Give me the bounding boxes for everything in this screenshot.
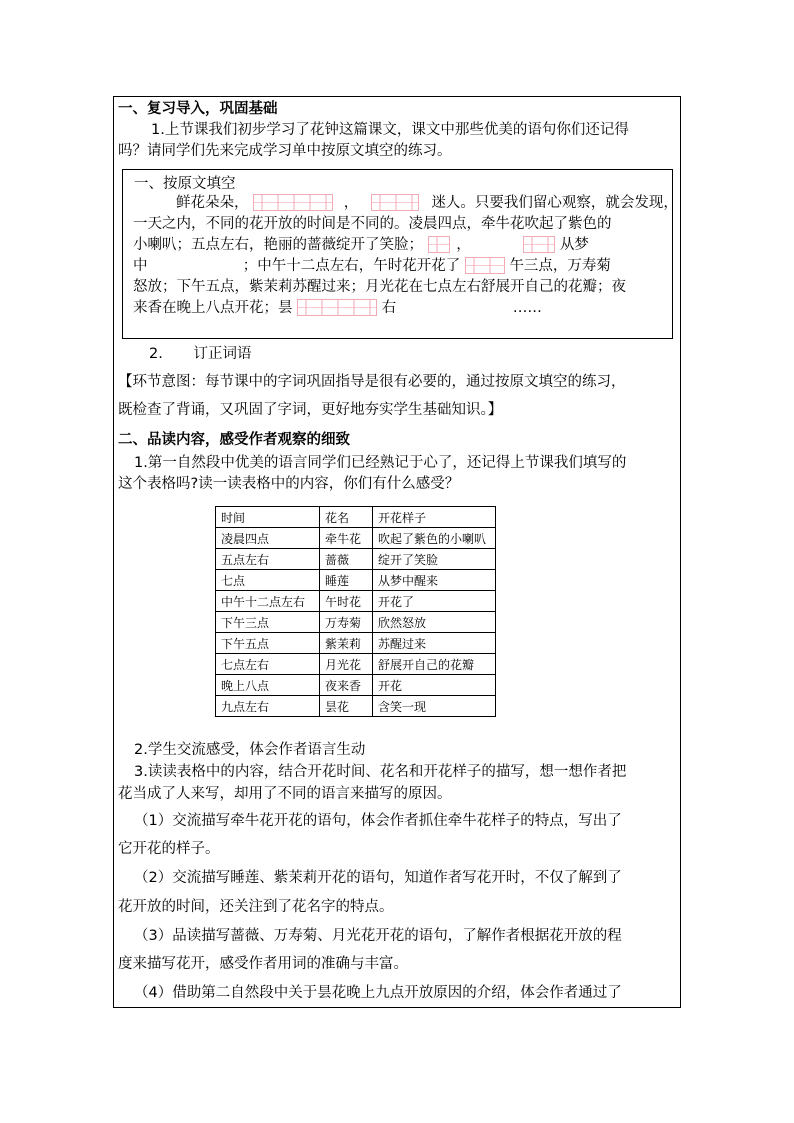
after-table-p3-line1: 3.读读表格中的内容，结合开花时间、花名和开花样子的描写，想一想作者把: [134, 764, 627, 780]
flower-clock-table: [215, 506, 496, 717]
exercise-line1: [176, 194, 678, 212]
table-cell: 开花了: [373, 591, 496, 612]
exercise-text: ，: [456, 237, 471, 253]
sub-item-2-line2: 花开放的时间，还关注到了花名字的特点。: [118, 899, 394, 915]
table-cell: 七点左右: [216, 654, 320, 675]
table-cell: 从梦中醒来: [373, 570, 496, 591]
table-header-row: [216, 507, 496, 528]
table-cell: 牵牛花: [320, 528, 373, 549]
exercise-line5: 怒放；下午五点，紫茉莉苏醒过来；月光花在七点左右舒展开自己的花瓣；夜: [133, 279, 626, 295]
intent-line1: 【环节意图：每节课中的字词巩固指导是很有必要的，通过按原文填空的练习，: [118, 374, 626, 390]
table-cell: 绽开了笑脸: [373, 549, 496, 570]
table-row: [216, 633, 496, 654]
sub-item-1-line2: 它开花的样子。: [118, 841, 220, 857]
table-cell: 紫茉莉: [320, 633, 373, 654]
table-cell: 凌晨四点: [216, 528, 320, 549]
fill-blank-grid[interactable]: [297, 299, 377, 316]
item2-label: 订正词语: [193, 346, 252, 362]
item2-number: 2.: [149, 346, 163, 362]
fill-blank-grid[interactable]: [465, 257, 505, 274]
exercise-text: 午三点，万寿菊: [509, 258, 611, 274]
table-cell: 苏醒过来: [373, 633, 496, 654]
after-table-p2: 2.学生交流感受，体会作者语言生动: [134, 742, 366, 758]
exercise-text: 中: [133, 258, 148, 274]
table-row: [216, 696, 496, 717]
exercise-text: 小喇叭；五点左右，艳丽的蔷薇绽开了笑脸；: [133, 237, 423, 253]
exercise-box: [122, 169, 678, 339]
exercise-text: 右: [381, 300, 397, 316]
exercise-line4: [133, 257, 611, 275]
exercise-title: 一、按原文填空: [134, 176, 236, 192]
intent-line2: 既检查了背诵，又巩固了字词，更好地夯实学生基础知识。】: [118, 402, 503, 418]
table-cell: 下午五点: [216, 633, 320, 654]
table-cell: 月光花: [320, 654, 373, 675]
table-header-cell: 花名: [320, 507, 373, 528]
fill-blank-grid[interactable]: [253, 194, 333, 211]
table-cell: 九点左右: [216, 696, 320, 717]
sub-item-1-line1: （1）交流描写牵牛花开花的语句，体会作者抓住牵牛花样子的特点，写出了: [134, 813, 622, 829]
section1-heading: 一、复习导入，巩固基础: [118, 101, 278, 117]
table-cell: 开花: [373, 675, 496, 696]
section2-p1-line1: 1.第一自然段中优美的语言同学们已经熟记于心了，还记得上节课我们填写的: [134, 455, 627, 471]
sub-item-3-line2: 度来描写花开，感受作者用词的准确与丰富。: [118, 956, 408, 972]
sub-item-3-line1: （3）品读描写蔷薇、万寿菊、月光花开花的语句，了解作者根据花开放的程: [134, 928, 622, 944]
exercise-line6: [133, 299, 542, 317]
exercise-line3: [133, 236, 589, 254]
table-cell: 昙花: [320, 696, 373, 717]
table-cell: 午时花: [320, 591, 373, 612]
exercise-text: ；中午十二点左右，午时花开花了: [242, 258, 461, 274]
table-row: [216, 654, 496, 675]
exercise-text: 来香在晚上八点开花；昙: [133, 300, 293, 316]
table-cell: 夜来香: [320, 675, 373, 696]
section2-p1-line2: 这个表格吗?读一读表格中的内容，你们有什么感受？: [118, 476, 460, 492]
table-cell: 睡莲: [320, 570, 373, 591]
ellipsis: ……: [512, 300, 542, 316]
fill-blank-grid[interactable]: [428, 236, 450, 253]
table-cell: 欣然怒放: [373, 612, 496, 633]
table-cell: 蔷薇: [320, 549, 373, 570]
exercise-line2: 一天之内，不同的花开放的时间是不同的。凌晨四点，牵牛花吹起了紫色的: [133, 216, 612, 232]
exercise-text: 迷人。只要我们留心观察，就会发现，: [431, 195, 678, 211]
table-row: [216, 528, 496, 549]
sub-item-4-line1: （4）借助第二自然段中关于昙花晚上九点开放原因的介绍，体会作者通过了: [134, 985, 622, 1001]
table-row: [216, 591, 496, 612]
table-cell: 五点左右: [216, 549, 320, 570]
table-cell: 舒展开自己的花瓣: [373, 654, 496, 675]
table-cell: 下午三点: [216, 612, 320, 633]
table-row: [216, 675, 496, 696]
table-cell: 中午十二点左右: [216, 591, 320, 612]
fill-blank-grid[interactable]: [371, 194, 419, 211]
section2-heading: 二、品读内容，感受作者观察的细致: [118, 432, 350, 448]
item2: [149, 345, 251, 363]
table-cell: 晚上八点: [216, 675, 320, 696]
table-header-cell: 开花样子: [373, 507, 496, 528]
after-table-p3-line2: 花当成了人来写，却用了不同的语言来描写的原因。: [118, 786, 452, 802]
lesson-frame: [113, 96, 681, 1008]
section1-intro-line2: 吗？请同学们先来完成学习单中按原文填空的练习。: [118, 143, 452, 159]
table-cell: 万寿菊: [320, 612, 373, 633]
exercise-text: 从梦: [559, 237, 589, 253]
sub-item-2-line1: （2）交流描写睡莲、紫茉莉开花的语句，知道作者写花开时，不仅了解到了: [134, 870, 622, 886]
table-row: [216, 570, 496, 591]
exercise-text: 鲜花朵朵，: [176, 195, 249, 211]
section1-intro-line1: 1.上节课我们初步学习了花钟这篇课文，课文中那些优美的语句你们还记得: [151, 122, 629, 138]
table-cell: 含笑一现: [373, 696, 496, 717]
table-row: [216, 612, 496, 633]
table-cell: 吹起了紫色的小喇叭: [373, 528, 496, 549]
fill-blank-grid[interactable]: [523, 236, 555, 253]
table-cell: 七点: [216, 570, 320, 591]
table-row: [216, 549, 496, 570]
exercise-text: ，: [343, 195, 359, 211]
table-header-cell: 时间: [216, 507, 320, 528]
